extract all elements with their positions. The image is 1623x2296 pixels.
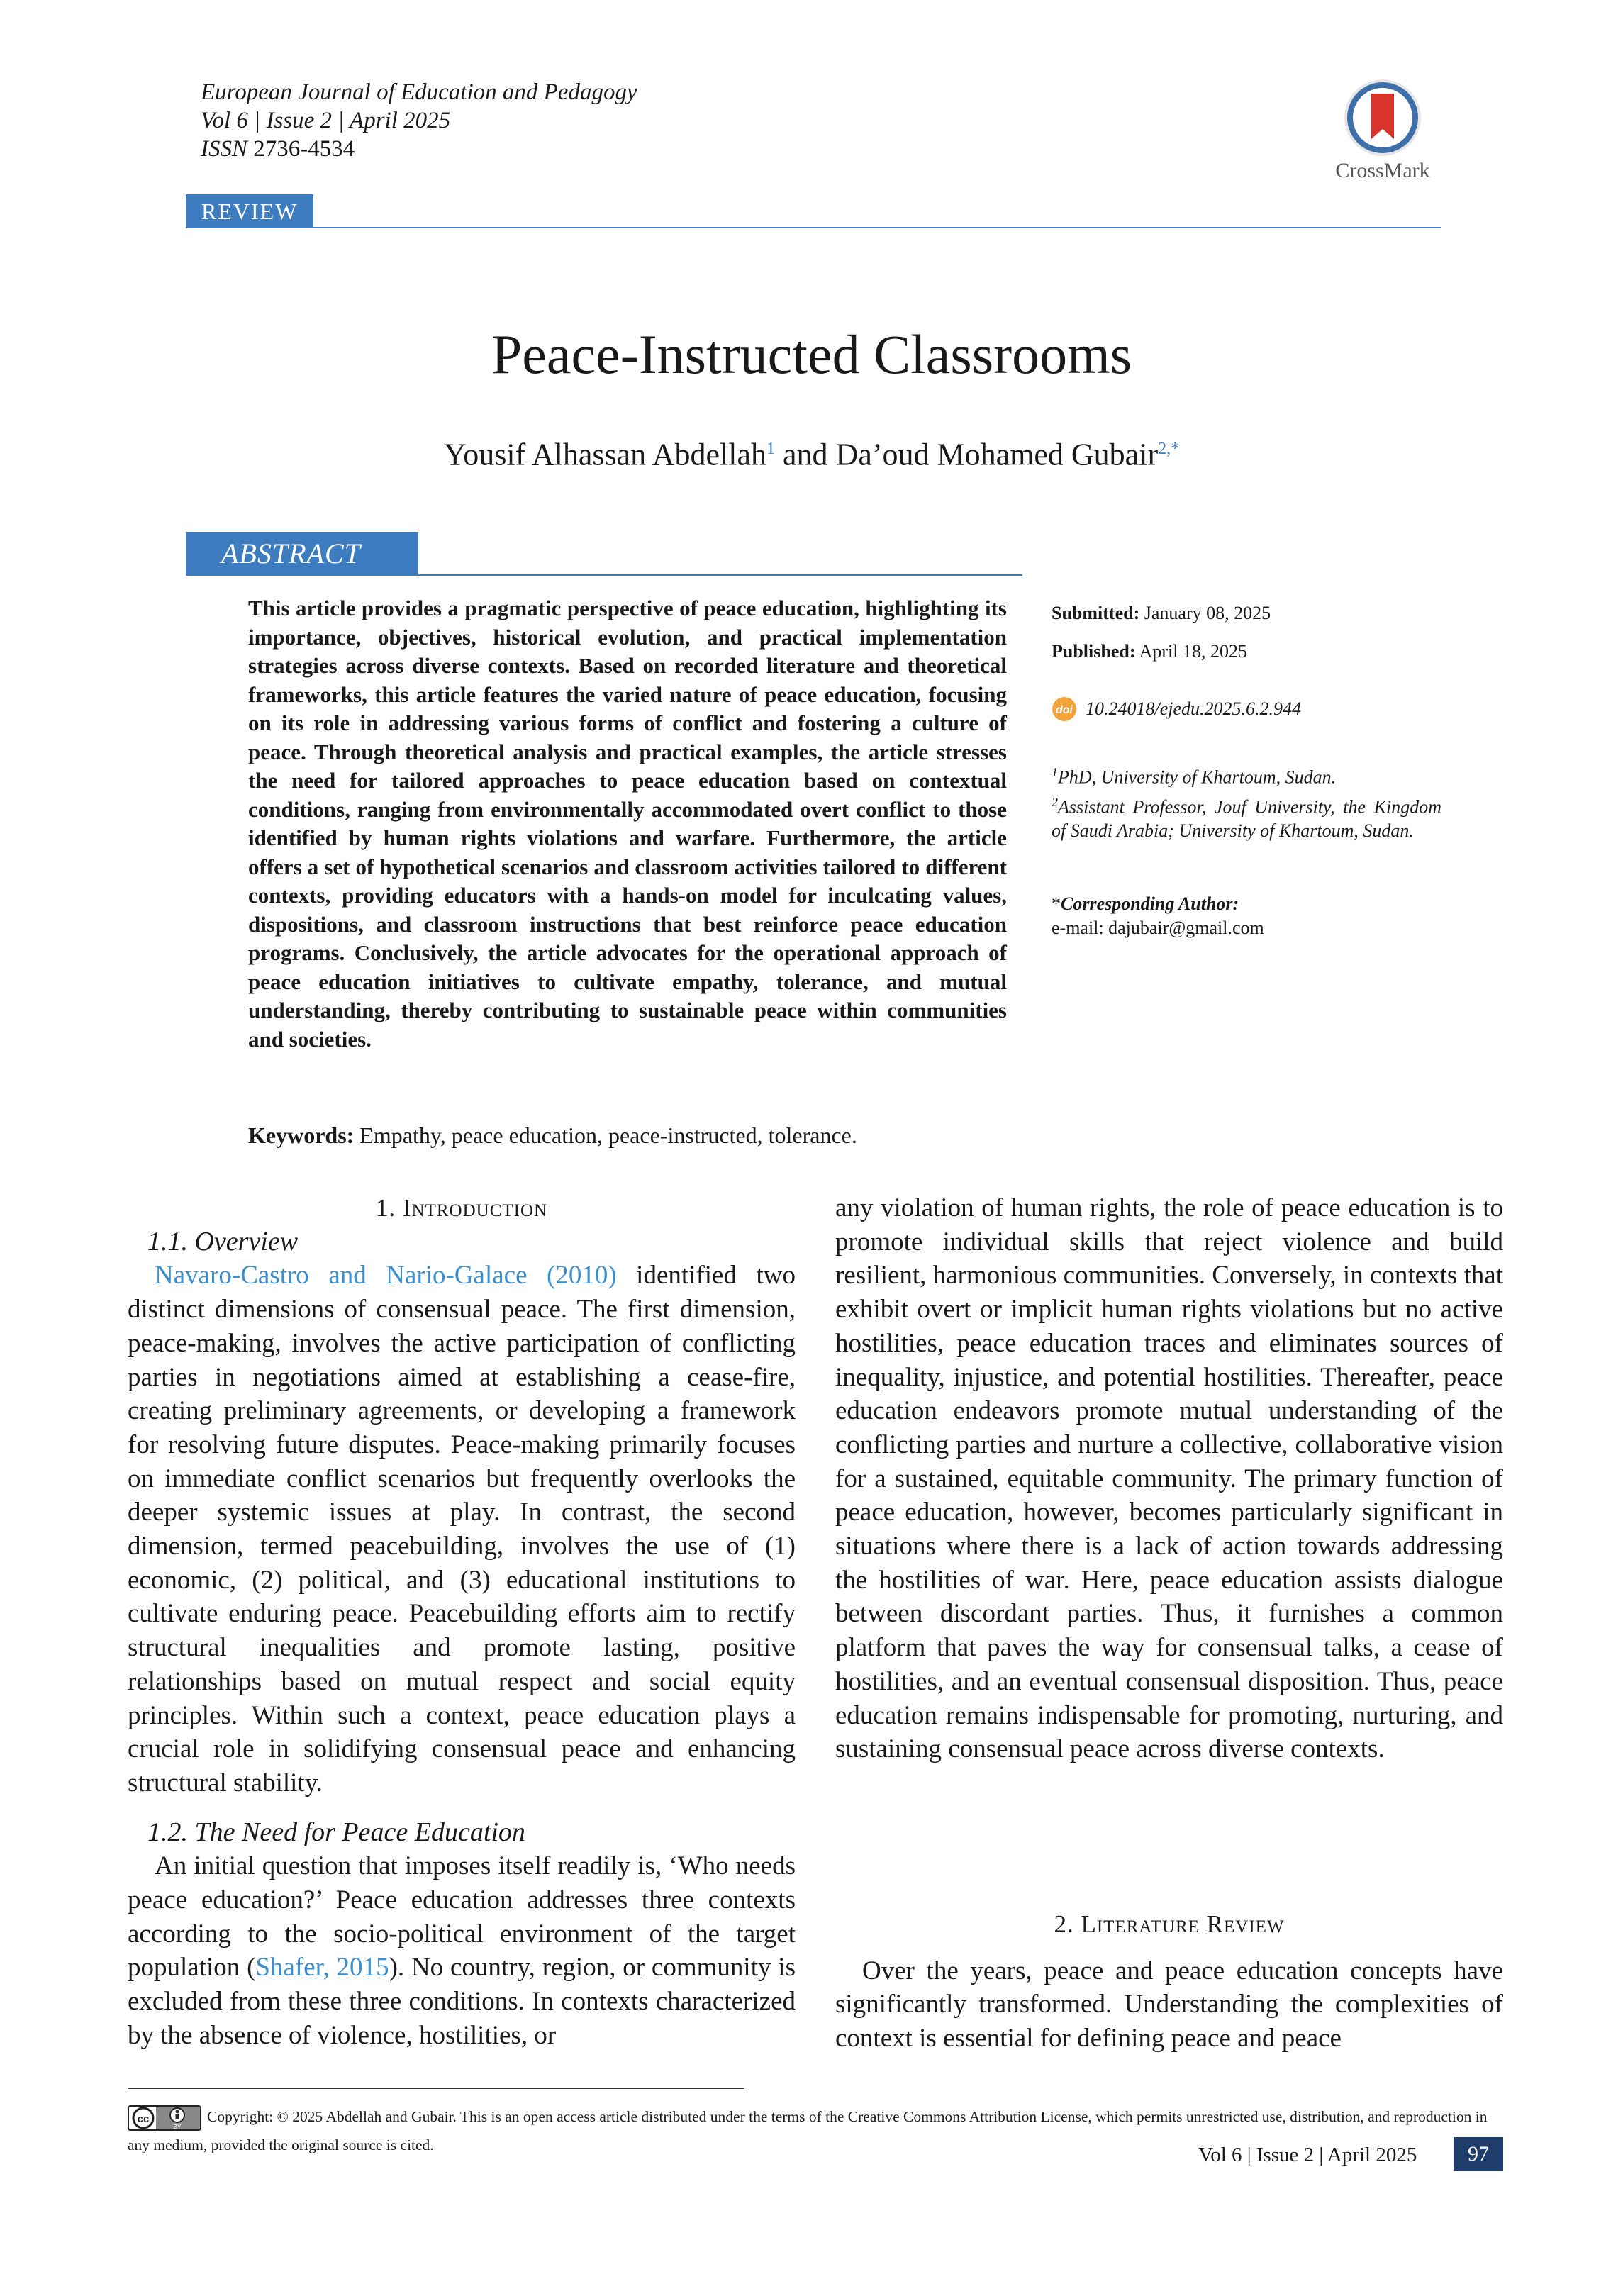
section-2-heading: 2. Literature Review (1054, 1910, 1285, 1938)
author-2-affil-link[interactable]: 2,* (1158, 440, 1180, 458)
affiliation-1 (1052, 760, 1441, 790)
journal-issn (201, 135, 637, 163)
header-divider (186, 227, 1441, 228)
article-title: Peace-Instructed Classrooms (491, 323, 1132, 385)
author-line (0, 429, 1623, 475)
abstract-heading: ABSTRACT (186, 532, 418, 576)
corresponding-author (1052, 892, 1441, 940)
section-1-2-text-b: ). No country, region, or community is excluded from these three conditions. In contexts characterized by the absence of violence, hostilities, or (128, 1953, 796, 2050)
journal-header (201, 78, 637, 163)
right-column (835, 1191, 1503, 1766)
affiliation-1-text: PhD, University of Khartoum, Sudan. (1058, 767, 1337, 788)
corresponding-label: Corresponding Author: (1061, 893, 1239, 914)
corresponding-email[interactable]: e-mail: dajubair@gmail.com (1052, 918, 1264, 938)
cc-by-license-icon[interactable] (128, 2105, 201, 2131)
right-column-paragraph: any violation of human rights, the role of peace education is to promote individual skills that reject violence and build resilient, harmonious communities. Conversely, in contexts that exhibit overt or implicit human rights violations but no active hostilities, peace education traces and eliminates sources of inequality, injustice, and potential hostilities. Thereafter, peace education endeavors promote mutual understanding of the conflicting parties and nurture a collective, collaborative vision for a sustained, equitable community. The primary function of peace education, however, becomes particularly significant in situations where there is a lack of action towards addressing the hostilities of war. Here, peace education assists dialogue between discordant parties. Thus, it furnishes a common platform that paves the way for consensual talks, a cease of hostilities, and an eventual consensual disposition. Thus, peace education remains indispensable for promoting, nurturing, and sustaining consensual peace across diverse contexts. (835, 1193, 1503, 1764)
svg-text:cc: cc (137, 2113, 150, 2126)
left-column (128, 1191, 796, 2053)
copyright-text: Copyright: © 2025 Abdellah and Gubair. This is an open access article distributed under the terms of the Creative Commons Attribution License, which permits unrestricted use, distribution, and reproduction in any medium, provided the original source is cited. (128, 2108, 1488, 2154)
crossmark-badge[interactable] (1326, 78, 1439, 191)
affiliation-2-text: Assistant Professor, Jouf University, the Kingdom of Saudi Arabia; University of Khartoum, Sudan. (1052, 796, 1441, 842)
author-joiner: and (783, 437, 828, 472)
citation-shafer[interactable]: Shafer, 2015 (255, 1953, 389, 1983)
issn-value: 2736-4534 (253, 136, 355, 162)
doi-row (1052, 696, 1441, 722)
journal-name: European Journal of Education and Pedagogy (201, 79, 637, 105)
crossmark-label: CrossMark (1335, 159, 1430, 182)
affiliation-1-number: 1 (1052, 765, 1058, 779)
section-1-1-heading: 1.1. Overview (147, 1226, 299, 1256)
affiliation-2 (1052, 790, 1441, 844)
affiliation-2-number: 2 (1052, 794, 1058, 809)
footer-issue: Vol 6 | Issue 2 | April 2025 (1198, 2144, 1417, 2166)
abstract-divider (186, 574, 1022, 576)
doi-link[interactable]: 10.24018/ejedu.2025.6.2.944 (1086, 698, 1302, 719)
corresponding-star: * (1052, 893, 1061, 914)
citation-navaro-castro[interactable]: Navaro-Castro and Nario-Galace (2010) (155, 1261, 617, 1291)
author-2: Da’oud Mohamed Gubair (835, 437, 1159, 472)
section-1-2-paragraph (128, 1849, 796, 2052)
section-2-paragraph: Over the years, peace and peace education concepts have significantly transformed. Understanding the complexities of context is essential for defining peace and peace (835, 1956, 1503, 2053)
journal-issue: Vol 6 | Issue 2 | April 2025 (201, 108, 451, 133)
page-number: 97 (1454, 2137, 1503, 2171)
abstract-text: This article provides a pragmatic perspective of peace education, highlighting its importance, objectives, historical evolution, and practical implementation strategies across diverse contexts. Based on recorded literature and theoretical frameworks, this article features the varied nature of peace education, focusing on its role in addressing various forms of conflict and fostering a culture of peace. Through theoretical analysis and practical examples, the article stresses the need for tailored approaches to peace education based on contextual conditions, ranging from environmentally accommodated overt conflict to those identified by human rights violations and warfare. Furthermore, the article offers a set of hypothetical scenarios and classroom activities tailored to different contexts, providing educators with a hands-on model for inculcating values, dispositions, and classroom instructions that best reinforce peace education programs. Conclusively, the article advocates for the operational approach of peace education initiatives to cultivate empathy, tolerance, and mutual understanding, thereby contributing to sustainable peace within communities and societies. (248, 596, 1007, 1052)
section-2 (835, 1907, 1503, 2056)
doi-icon (1052, 696, 1077, 722)
author-1-affil-link[interactable]: 1 (766, 440, 776, 458)
section-1-1-paragraph (128, 1259, 796, 1800)
section-1-2-text-a: An initial question that imposes itself readily is, ‘Who needs peace education?’ Peace education addresses three contexts according to the socio-political environment of the target population ( (128, 1851, 796, 1983)
crossmark-icon (1343, 78, 1422, 157)
keywords (248, 1120, 857, 1150)
keywords-label: Keywords: (248, 1122, 355, 1148)
svg-text:BY: BY (173, 2124, 182, 2131)
issn-label: ISSN (201, 136, 247, 162)
section-1-heading: 1. Introduction (375, 1194, 548, 1222)
published-label: Published: (1052, 641, 1136, 662)
published-date (1052, 640, 1441, 664)
affiliations (1052, 760, 1441, 843)
keywords-text: Empathy, peace education, peace-instructed, tolerance. (359, 1122, 857, 1148)
published-value: April 18, 2025 (1139, 641, 1247, 662)
article-type-tag: REVIEW (186, 194, 313, 228)
submitted-value: January 08, 2025 (1144, 603, 1271, 623)
section-1-2-heading: 1.2. The Need for Peace Education (147, 1817, 525, 1847)
svg-text:doi: doi (1056, 704, 1073, 716)
submitted-label: Submitted: (1052, 603, 1140, 623)
submitted-date (1052, 601, 1441, 625)
footnote-divider (128, 2088, 744, 2089)
author-1: Yousif Alhassan Abdellah (443, 437, 767, 472)
section-1-1-text: identified two distinct dimensions of consensual peace. The first dimension, peace-making, involves the active participation of conflicting parties in negotiations aimed at establishing a cease-fire, creating preliminary agreements, or developing a framework for resolving future disputes. Peace-making primarily focuses on immediate conflict scenarios but frequently overlooks the deeper systemic issues at play. In contrast, the second dimension, termed peacebuilding, involves the use of (1) economic, (2) political, and (3) educational institutions to cultivate enduring peace. Peacebuilding efforts aim to rectify structural inequalities and promote lasting, positive relationships based on mutual respect and social equity principles. Within such a context, peace education plays a crucial role in solidifying consensual peace and enhancing structural stability. (128, 1261, 796, 1798)
